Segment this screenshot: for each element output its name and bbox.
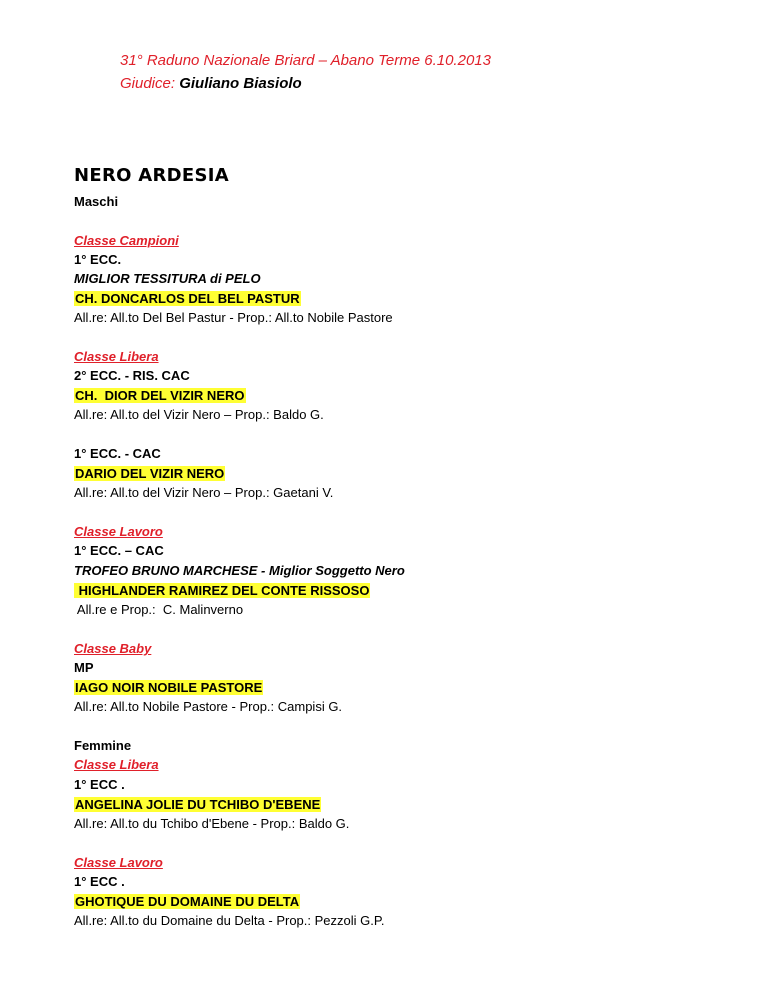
dog-name-highlight: CH. DIOR DEL VIZIR NERO bbox=[75, 388, 245, 403]
dog-name bbox=[74, 679, 263, 697]
judge-line bbox=[120, 75, 302, 92]
section-title: NERO ARDESIA bbox=[74, 165, 230, 186]
class-campioni: Classe Campioni bbox=[74, 233, 179, 248]
class-libera: Classe Libera bbox=[74, 349, 159, 364]
class-libera-female: Classe Libera bbox=[74, 757, 159, 772]
placement: 1° ECC. – CAC bbox=[74, 543, 164, 558]
owner-line: All.re: All.to del Vizir Nero – Prop.: Baldo G. bbox=[74, 407, 324, 422]
dog-name bbox=[74, 387, 246, 405]
placement: MP bbox=[74, 660, 94, 675]
owner-line: All.re: All.to du Tchibo d'Ebene - Prop.: Baldo G. bbox=[74, 816, 350, 831]
owner-line: All.re: All.to del Vizir Nero – Prop.: Gaetani V. bbox=[74, 485, 334, 500]
dog-name-highlight: ANGELINA JOLIE DU TCHIBO D'EBENE bbox=[75, 797, 321, 812]
dog-name bbox=[74, 582, 370, 600]
dog-name bbox=[74, 796, 321, 814]
males-label: Maschi bbox=[74, 194, 119, 209]
class-lavoro-female: Classe Lavoro bbox=[74, 855, 163, 870]
dog-name bbox=[74, 290, 301, 308]
owner-line: All.re e Prop.: C. Malinverno bbox=[74, 602, 244, 617]
dog-name-highlight: GHOTIQUE DU DOMAINE DU DELTA bbox=[75, 894, 300, 909]
award: TROFEO BRUNO MARCHESE - Miglior Soggetto Nero bbox=[74, 563, 405, 578]
placement: 1° ECC. bbox=[74, 252, 122, 267]
dog-name-highlight: DARIO DEL VIZIR NERO bbox=[75, 466, 225, 481]
placement: 1° ECC . bbox=[74, 874, 125, 889]
females-label: Femmine bbox=[74, 738, 132, 753]
class-baby: Classe Baby bbox=[74, 641, 152, 656]
class-lavoro: Classe Lavoro bbox=[74, 524, 163, 539]
event-title: 31° Raduno Nazionale Briard – Abano Terme 6.10.2013 bbox=[120, 52, 491, 69]
award: MIGLIOR TESSITURA di PELO bbox=[74, 271, 261, 286]
dog-name bbox=[74, 893, 300, 911]
judge-name: Giuliano Biasiolo bbox=[179, 75, 302, 92]
placement: 2° ECC. - RIS. CAC bbox=[74, 368, 190, 383]
placement: 1° ECC . bbox=[74, 777, 125, 792]
owner-line: All.re: All.to Del Bel Pastur - Prop.: All.to Nobile Pastore bbox=[74, 310, 393, 325]
dog-name-highlight: CH. DONCARLOS DEL BEL PASTUR bbox=[75, 291, 300, 306]
dog-name-highlight: IAGO NOIR NOBILE PASTORE bbox=[75, 680, 263, 695]
placement: 1° ECC. - CAC bbox=[74, 446, 161, 461]
dog-name-highlight: HIGHLANDER RAMIREZ DEL CONTE RISSOSO bbox=[75, 583, 370, 598]
judge-label: Giudice: bbox=[120, 75, 180, 92]
owner-line: All.re: All.to Nobile Pastore - Prop.: Campisi G. bbox=[74, 699, 343, 714]
owner-line: All.re: All.to du Domaine du Delta - Prop.: Pezzoli G.P. bbox=[74, 913, 385, 928]
dog-name bbox=[74, 465, 225, 483]
